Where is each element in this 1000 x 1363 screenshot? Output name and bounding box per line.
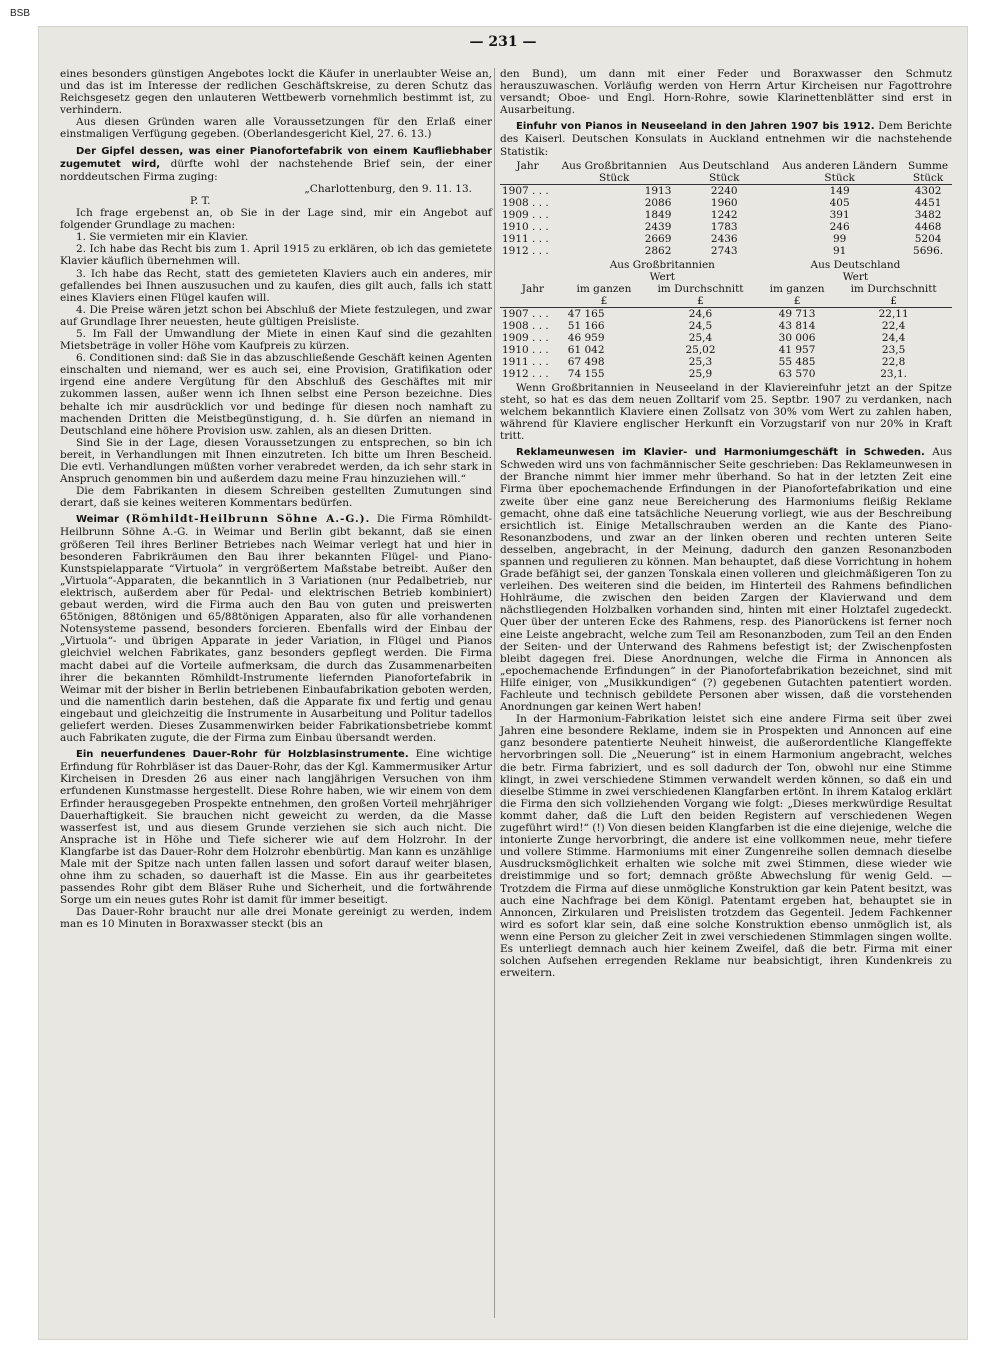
import-table-value	[500, 259, 952, 380]
table-cell: 22,11	[878, 307, 909, 320]
letter-item: 1. Sie vermieten mir ein Klavier.	[76, 231, 249, 244]
table-cell: 91	[832, 244, 847, 257]
table-cell: 1908 . . .	[502, 196, 549, 209]
table-cell: 246	[829, 220, 850, 233]
table-cell: 1910 . . .	[502, 343, 549, 356]
table-unit: Stück	[599, 171, 630, 184]
table-cell: 5696.	[913, 244, 944, 257]
table-cell: 2439	[644, 220, 672, 233]
table-cell: 22,4	[881, 319, 906, 332]
table-cell: 46 959	[567, 331, 605, 344]
table-cell: 1960	[710, 196, 738, 209]
table-unit: Stück	[912, 171, 944, 184]
table-cell: 1909 . . .	[502, 208, 549, 221]
table-row	[500, 245, 952, 257]
table-header: Aus Großbritannien	[561, 159, 667, 172]
library-mark: BSB	[10, 8, 31, 19]
table-header: Jahr	[516, 159, 539, 172]
table-cell: 1911 . . .	[502, 232, 549, 245]
import-table-pieces	[500, 160, 952, 257]
table-cell: 74 155	[567, 367, 605, 380]
table-cell: 2669	[644, 232, 672, 245]
article-dauer-rohr	[60, 748, 492, 906]
table-cell: 47 165	[567, 307, 605, 320]
table-cell: 23,1.	[880, 367, 907, 380]
table-cell: 2743	[710, 244, 738, 257]
table-cell: 405	[829, 196, 850, 209]
table-row	[500, 197, 952, 209]
table-row	[500, 233, 952, 245]
page-number: — 231 —	[469, 34, 537, 50]
table-row	[500, 307, 952, 320]
table-cell: 2086	[644, 196, 672, 209]
table-unit: Stück	[709, 171, 740, 184]
table-header: Jahr	[521, 282, 545, 295]
table-cell: 22,8	[881, 355, 906, 368]
table-cell: 25,4	[688, 331, 713, 344]
article-heading: Ein neuerfundenes Dauer-Rohr für Holzblasinstrumente.	[76, 749, 409, 761]
table-unit: Stück	[824, 171, 855, 184]
table-cell: 25,02	[685, 343, 716, 356]
article-text: dürfte wohl der nachstehende Brief sein, der einer norddeutschen Firma zuging:	[60, 157, 492, 183]
table-cell: 23,5	[881, 343, 906, 356]
table-row	[500, 209, 952, 221]
table-cell: 61 042	[567, 343, 605, 356]
table-cell: 2436	[710, 232, 738, 245]
table-header: Summe	[908, 159, 949, 172]
table-cell: 99	[832, 232, 847, 245]
table-header: Aus anderen Ländern	[782, 159, 898, 172]
letter-item: 4. Die Preise wären jetzt schon bei Abschluß der Miete festzulegen, und zwar auf Grundlage Ihrer neuesten, heute gültigen Preisliste.	[60, 303, 492, 328]
table-header: im Durchschnitt	[850, 282, 937, 295]
table-group-header: Aus Großbritannien	[609, 258, 715, 271]
table-unit-row	[500, 295, 952, 308]
left-column	[60, 68, 492, 931]
paragraph: In der Harmonium-Fabrikation leistet sich eine andere Firma seit über zwei Jahren eine besondere Reklame, indem sie in Prospekten und Annoncen auf eine ganz besondere patentierte Neuheit hinweist, die außerordentliche Klangeffekte hervorbringen soll. Die „Neuerung“ ist in einem Harmonium angebracht, welches die betr. Firma fabriziert, und es soll dadurch der Ton, obwohl nur eine Stimme klingt, in zwei verschiedene Stimmen verwandelt werden können, so daß ein und dieselbe Stimme in zwei verschiedenen Klangfarben ertönt. In ihrem Katalog erklärt die Firma den sich vollziehenden Vorgang wie folgt: „Dieses merkwürdige Resultat kommt daher, daß die Luft den beiden Registern auf verschiedenen Wegen zugeführt wird!“ (!) Von diesen beiden Klangfarben ist die eine diejenige, welche die intonierte Zunge hervorbringt, die andere ist eine vollkommen neue, mehr tiefere und vollere Stimme. Harmoniums mit einer Zungenreihe sollen demnach dieselbe Ausdrucksmöglichkeit erhalten wie solche mit zwei Stimmen, diese wieder wie dreistimmige und so fort; demnach größte Abwechslung für wenig Geld. — Trotzdem die Firma auf diese unmögliche Konstruktion gar kein Patent besitzt, was auch eine Nachfrage bei dem Königl. Patentamt ergeben hat, behauptet sie in Annoncen, Zirkularen und Preislisten trotzdem das Gegenteil. Jedem Fachkenner wird es sofort klar sein, daß eine solche Konstruktion ebenso unmöglich ist, als wenn eine Person zu gleicher Zeit in zwei verschiedenen Stimmlagen singen wollte. Es unterliegt demnach auch hier keinem Zweifel, daß die betr. Firma mit einer solchen Aufsehen erregenden Reklame nur beabsichtigt, ihren Kundenkreis zu erweitern.	[500, 713, 952, 980]
table-cell: 1912 . . .	[502, 244, 549, 257]
table-header: im Durchschnitt	[657, 282, 744, 295]
article-einfuhr	[500, 120, 952, 157]
article-text: Eine wichtige Erfindung für Rohrbläser ist das Dauer-Rohr, das der Kgl. Kammermusiker Artur Kircheisen in Dresden 26 aus einer nach langjährigen Versuchen von ihm erfundenen Kunstmasse hergestellt. Diese Rohre haben, wie wir einem von dem Erfinder herausgegeben Prospekte entnehmen, den großen Vorteil mehrjähriger Dauerhaftigkeit. Sie brauchen nicht geweicht zu werden, da die Masse wasserfest ist, und aus diesem Grunde verziehen sie sich auch nicht. Die Ansprache ist in Höhe und Tiefe sicherer wie auf dem Holzrohr. In der Klangfarbe ist das Dauer-Rohr dem Holzrohr ebenbürtig. Man kann es unzählige Male mit der Spitze nach unten fallen lassen und sofort darauf weiter blasen, ohne ihm zu schaden, so dauerhaft ist die Masse. Ein aus ihr gearbeitetes passendes Rohr gibt dem Bläser Ruhe und Sicherheit, und die fortwährende Sorge um ein neues gutes Rohr ist damit für immer beseitigt.	[60, 748, 492, 907]
letter-salutation: P. T.	[190, 194, 211, 207]
article-text: Dem Berichte des Kaiserl. Deutschen Konsulats in Auckland entnehmen wir die nachstehende Statistik:	[500, 120, 953, 158]
table-cell: 55 485	[778, 355, 816, 368]
table-cell: 1242	[710, 208, 738, 221]
letter-item: 6. Conditionen sind: daß Sie in das abzuschließende Geschäft keinen Agenten einschalten und niemand, wer es auch sei, eine Provision, Gratifikation oder irgend eine andere Vergütung für den Abschluß des Geschäftes mit mir zukommen lassen, außer wenn ich Ihnen selbst eine Person bezeichne. Dies behalte ich mir ausdrücklich vor und bedinge für diesen noch namhaft zu machenden Dritten die Meistbegünstigung, d. h. Sie dürfen an niemand in Deutschland eine höhere Provision usw. zahlen, als an diesen Dritten.	[60, 352, 492, 437]
table-row	[500, 344, 952, 356]
paragraph: Das Dauer-Rohr braucht nur alle drei Monate gereinigt zu werden, indem man es 10 Minuten in Boraxwasser steckt (bis an	[60, 906, 492, 931]
table-wert-row	[500, 271, 952, 283]
letter-closing: Sind Sie in der Lage, diesen Voraussetzungen zu entsprechen, so bin ich bereit, in Verhandlungen mit Ihnen einzutreten. Ich bitte um Ihren Bescheid. Die evtl. Verhandlungen müßten vorher verabredet werden, da ich sehr stark in Anspruch genommen bin und außerdem dazu meine Frau hinzuziehen will.“	[60, 436, 492, 486]
table-unit	[500, 172, 555, 185]
table-spacer	[500, 259, 566, 271]
letter-item: 3. Ich habe das Recht, statt des gemieteten Klaviers auch ein anderes, mir gefallendes bei Ihnen auszusuchen und zu kaufen, dies gilt auch, falls ich statt eines Klaviers einen Flügel kaufen will.	[60, 267, 492, 304]
paragraph: Die dem Fabrikanten in diesem Schreiben gestellten Zumutungen sind derart, daß sie keines weiteren Kommentars bedürfen.	[60, 485, 492, 510]
article-pianofabrik	[60, 145, 492, 183]
table-cell: 25,9	[688, 367, 713, 380]
article-heading: Der Gipfel dessen, was einer Pianofortefabrik von einem Kaufliebhaber zugemutet wird,	[60, 145, 492, 170]
table-cell: 1909 . . .	[502, 331, 549, 344]
right-column	[500, 68, 952, 979]
table-group-row	[500, 259, 952, 271]
table-cell: 24,6	[688, 307, 713, 320]
column-divider	[494, 68, 495, 1318]
table-unit	[500, 295, 566, 308]
article-heading: Reklameunwesen im Klavier- und Harmoniumgeschäft in Schweden.	[516, 447, 925, 459]
table-cell: 24,5	[688, 319, 713, 332]
table-row	[500, 332, 952, 344]
table-cell: 5204	[914, 232, 942, 245]
table-header-row	[500, 160, 952, 172]
article-text: Aus Schweden wird uns von fachmännischer Seite geschrieben: Das Reklameunwesen in der Branche nimmt hier immer mehr überhand. So hat in der letzten Zeit eine Firma über epochemachende Erfindungen in der Pianofortefabrikation und eine zweite über eine ganz neue Bereicherung des Harmoniums fleißig Reklame gemacht, ohne daß eine tatsächliche Neuerung vorliegt, wie aus der Beschreibung ersichtlich ist. Einige Metallschrauben werden an die Kante des Piano-Resonanzbodens, und zwar an der linken oberen und rechten unteren Seite desselben, angebracht, in der Meinung, dadurch den ganzen Resonanzboden spannen und regulieren zu können. Man behauptet, daß diese Vorrichtung in hohem Grade befähigt sei, der ganzen Tonskala einen volleren und gleichmäßigeren Ton zu verleihen. Des weiteren sind die beiden, im Hinterteil des Rahmens befindlichen Hohlräume, die zwischen den beiden Zargen der Klavierwand und dem nächstliegenden Holzbalken vorhanden sind, hinten mit einer Holztafel zugedeckt. Quer über der unteren Ecke des Rahmens, resp. des Pianorückens ist ferner noch eine Leiste angebracht, welche zum Teil am Resonanzboden, zum Teil an den Enden der Seiten- und der Unterwand des Rahmens befestigt ist; der Zwischenpfosten bleibt dagegen frei. Diese Anordnungen, welche die Firma in Annoncen als „epochemachende Erfindungen“ in der Pianofortefabrikation bezeichnet, sind mit Hilfe einiger, von „Musikkundigen“ (?) gegebenen Gutachten patentiert worden. Fachleute und technisch gebildete Personen aber wissen, daß die vorstehenden Anordnungen gar keinen Wert haben!	[500, 446, 952, 714]
table-cell: 3482	[914, 208, 942, 221]
table-row	[500, 368, 952, 380]
table-cell: 4468	[914, 220, 942, 233]
table-row	[500, 184, 952, 197]
table-row	[500, 356, 952, 368]
letter-intro: Ich frage ergebenst an, ob Sie in der Lage sind, mir ein Angebot auf folgender Grundlage zu machen:	[60, 207, 492, 232]
table-cell: 4451	[914, 196, 942, 209]
letter-item: 5. Im Fall der Umwandlung der Miete in einen Kauf sind die gezahlten Mietsbeträge in voller Höhe vom Kaufpreis zu kürzen.	[60, 327, 492, 353]
table-cell: 1849	[644, 208, 672, 221]
table-header: Aus Deutschland	[679, 159, 770, 172]
table-cell: 2240	[710, 184, 738, 197]
paragraph: eines besonders günstigen Angebotes lockt die Käufer in unerlaubter Weise an, und das ist im Interesse der redlichen Geschäftskreise, zu deren Schutz das Reichsgesetz gegen den unlauteren Wettbewerb vornehmlich bestimmt ist, zu verhindern.	[60, 68, 492, 117]
article-text: Die Firma Römhildt-Heilbrunn Söhne A.-G. in Weimar und Berlin gibt bekannt, daß sie einen größeren Teil ihres Berliner Betriebes nach Weimar verlegt hat und hier in besonderen Fabrikräumen den Bau ihrer bekannten Flügel- und Piano-Kunstspielapparate “Virtuola” in vergrößertem Maßstabe betreibt. Außer den „Virtuola“-Apparaten, die bekanntlich in 3 Variationen (nur Pedalbetrieb, nur elektrisch, außerdem aber für Pedal- und elektrischen Betrieb kombiniert) gebaut werden, wird die Firma auch den Bau von guten und preiswerten 65tönigen, 88tönigen und 65/88tönigen Apparaten, also für alle vorhandenen Notensysteme passend, besonders forcieren. Ebenfalls wird der Einbau der „Virtuola“- und übrigen Apparate in jeder Variation, in Flügel und Pianos gleichviel welchen Fabrikates, ganz besonders gepflegt werden. Die Firma macht dabei auf die Vorteile aufmerksam, die durch das Zusammenarbeiten ihrer die bekannten Römhildt-Instrumente liefernden Pianofortefabrik in Weimar mit der bisher in Berlin betriebenen Einbaufabrikation geboten werden, und die namentlich darin bestehen, daß die Apparate fix und fertig und genau eingebaut und gleichzeitig die Instrumente in Ausarbeitung und Politur tadellos geliefert werden. Dieses Zusammenwirken beider Fabrikationsbetriebe kommt auch Fabrikaten zugute, die der Firma zum Einbau übersandt werden.	[60, 513, 492, 745]
table-cell: 24,4	[881, 331, 906, 344]
table-cell: 30 006	[778, 331, 816, 344]
table-header: im ganzen	[769, 282, 825, 295]
table-cell: 49 713	[778, 307, 816, 320]
paragraph: den Bund), um dann mit einer Feder und Boraxwasser den Schmutz herauszuwaschen. Vorläufig werden von Herrn Artur Kircheisen nur Fagottrohre versandt; Oboe- und Engl. Horn-Rohre, sowie Klarinettenblätter sind erst in Ausarbeitung.	[500, 68, 952, 117]
table-cell: 1908 . . .	[502, 319, 549, 332]
table-cell: 1910 . . .	[502, 220, 549, 233]
table-cell: 391	[829, 208, 850, 221]
article-heading: Weimar	[76, 514, 119, 526]
table-group-subheader: Wert	[842, 270, 869, 283]
paragraph: Wenn Großbritannien in Neuseeland in der Klaviereinfuhr jetzt an der Spitze steht, so hat es das dem neuen Zolltarif vom 25. Septbr. 1907 zu verdanken, nach welchem bekanntlich Klaviere einen Zollsatz von 30% vom Wert zu zahlen haben, während für Klaviere englischer Herkunft ein Vorzugstarif von nur 20% in Kraft tritt.	[500, 381, 952, 443]
table-header-row	[500, 283, 952, 295]
table-row	[500, 221, 952, 233]
article-weimar	[60, 513, 492, 744]
newspaper-page	[38, 26, 968, 1340]
table-cell: 43 814	[778, 319, 816, 332]
table-group-header: Aus Deutschland	[810, 258, 901, 271]
article-reklame	[500, 446, 952, 713]
table-spacer	[500, 271, 566, 283]
article-heading: Einfuhr von Pianos in Neuseeland in den Jahren 1907 bis 1912.	[516, 121, 875, 133]
paragraph: Aus diesen Gründen waren alle Voraussetzungen für den Erlaß einer einstmaligen Verfügung gegeben. (Oberlandesgericht Kiel, 27. 6. 13.)	[60, 116, 492, 141]
table-cell: 149	[829, 184, 850, 197]
table-unit: £	[600, 294, 608, 307]
table-cell: 67 498	[567, 355, 605, 368]
table-unit: £	[697, 294, 704, 307]
article-subheading: (Römhildt-Heilbrunn Söhne A.-G.).	[125, 513, 371, 526]
table-cell: 2862	[644, 244, 672, 257]
table-cell: 63 570	[778, 367, 816, 380]
table-cell: 1783	[710, 220, 738, 233]
table-cell: 51 166	[567, 319, 605, 332]
table-cell: 1907 . . .	[502, 307, 549, 320]
table-row	[500, 320, 952, 332]
table-unit: £	[890, 294, 897, 307]
table-unit-row	[500, 172, 952, 185]
letter-item: 2. Ich habe das Recht bis zum 1. April 1915 zu erklären, ob ich das gemietete Klavier käuflich übernehmen will.	[60, 243, 492, 268]
table-header: im ganzen	[576, 282, 632, 295]
table-group-subheader: Wert	[649, 270, 676, 283]
table-cell: 1907 . . .	[502, 184, 549, 197]
table-cell: 1911 . . .	[502, 355, 549, 368]
table-cell: 1912 . . .	[502, 367, 549, 380]
table-cell: 4302	[914, 184, 942, 197]
table-cell: 41 957	[778, 343, 816, 356]
letter-date: „Charlottenburg, den 9. 11. 13.	[304, 182, 472, 195]
table-cell: 1913	[644, 184, 672, 197]
table-cell: 25,3	[688, 355, 713, 368]
table-unit: £	[793, 294, 801, 307]
